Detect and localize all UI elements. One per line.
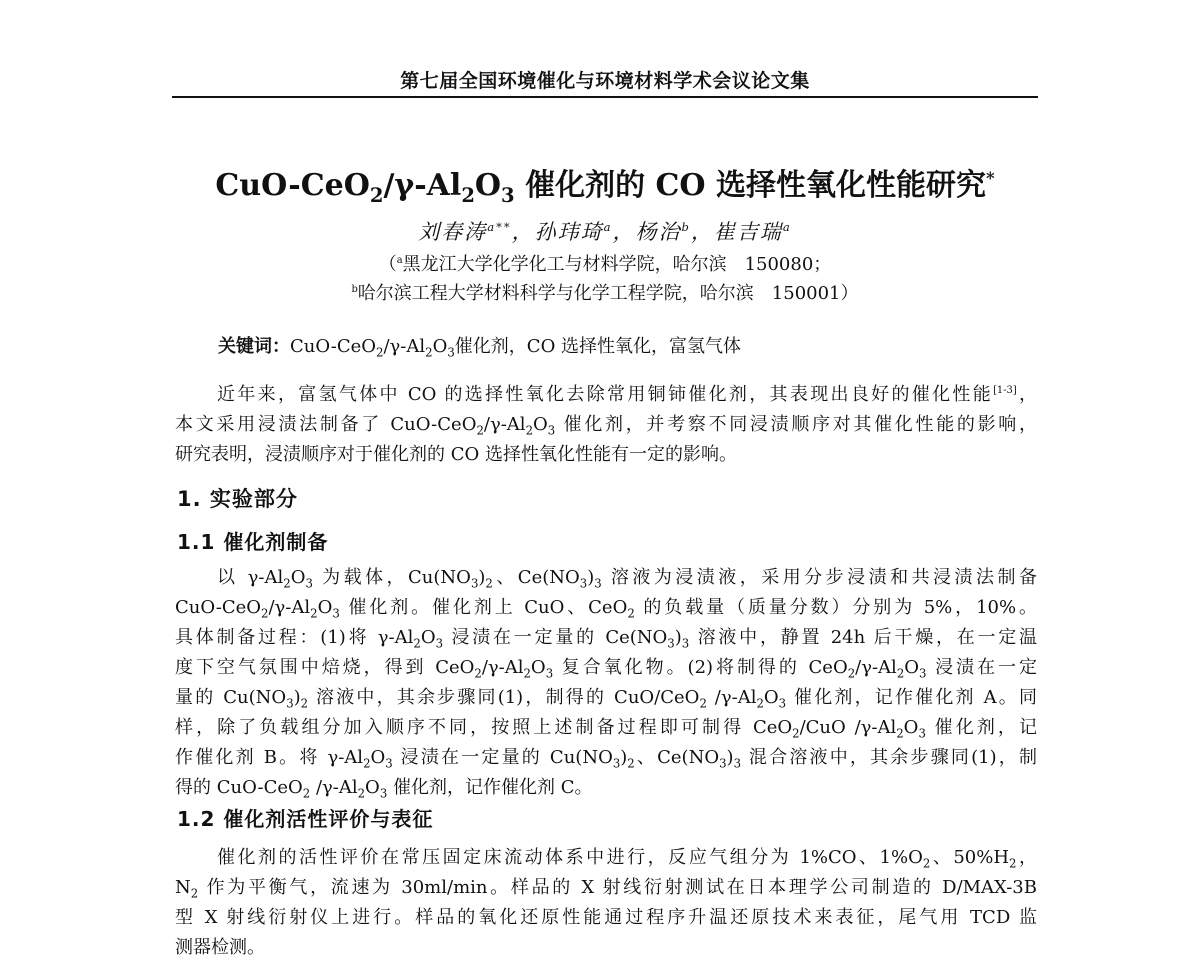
section-heading-1-1: 1.1 催化剂制备 [177, 530, 329, 554]
section-heading-1: 1. 实验部分 [177, 487, 298, 511]
author-name: 刘春涛 [418, 220, 488, 244]
header-rule [172, 96, 1038, 98]
section-heading-1-2: 1.2 催化剂活性评价与表征 [177, 807, 434, 831]
text-line: 样，除了负载组分加入顺序不同，按照上述制备过程即可制得 CeO$_2$/CuO $/\gamma-Al_2O_3$ 催化剂，记 [175, 717, 1037, 741]
text-line: 度下空气氛围中焙烧，得到 $CeO_2/\gamma-Al_2O_3$ 复合氧化物。(2)将制得的 $CeO_2/\gamma-Al_2O_3$ 浸渍在一定 [175, 657, 1037, 681]
text-line: 作催化剂 B。将 $\gamma-Al_2O_3$ 浸渍在一定量的 $Cu(NO_3)_2$、$Ce(NO_3)_3$ 混合溶液中，其余步骤同(1)，制 [175, 747, 1037, 771]
text-line: 得的 CuO-CeO$_2$ $/\gamma-Al_2O_3$ 催化剂，记作催化剂 C。 [175, 777, 593, 801]
intro-paragraph [175, 380, 1037, 470]
evaluation-paragraph [175, 843, 1037, 963]
running-header: 第七届全国环境催化与环境材料学术会议论文集 [400, 70, 810, 92]
text-line: 具体制备过程：(1)将 $\gamma-Al_2O_3$ 浸渍在一定量的 $Ce(NO_3)_3$ 溶液中，静置 24h 后干燥，在一定温 [175, 627, 1037, 651]
keywords: 关键词：CuO-$CeO_2/\gamma-Al_2O_3$催化剂，CO 选择性氧化，富氢气体 [218, 336, 742, 360]
text-line: 测器检测。 [175, 937, 265, 958]
text-line: 近年来，富氢气体中 CO 的选择性氧化去除常用铜铈催化剂，其表现出良好的催化性能[1-3]， [217, 384, 1037, 405]
affiliation-a: （$^a$黑龙江大学化学化工与材料学院，哈尔滨 150080； [378, 254, 832, 275]
keywords-label: 关键词： [218, 336, 290, 357]
text-line: 催化剂的活性评价在常压固定床流动体系中进行，反应气组分为 1%CO、$1\%O_2$、$50\%H_2$， [217, 847, 1037, 871]
text-line: 以 $\gamma-Al_2O_3$ 为载体，$Cu(NO_3)_2$、$Ce(NO_3)_3$ 溶液为浸渍液，采用分步浸渍和共浸渍法制备 [217, 567, 1037, 591]
text-line: 量的 $Cu(NO_3)_2$ 溶液中，其余步骤同(1)，制得的 CuO/CeO$_2$ $/\gamma-Al_2O_3$ 催化剂，记作催化剂 A。同 [175, 687, 1037, 711]
author-name: 孙玮琦 [534, 220, 604, 244]
author-name: 杨治 [635, 220, 682, 244]
text-line: 型 X 射线衍射仪上进行。样品的氧化还原性能通过程序升温还原技术来表征，尾气用 TCD 监 [175, 907, 1037, 928]
text-line: CuO-$CeO_2/\gamma-Al_2O_3$ 催化剂。催化剂上 CuO、CeO$_2$ 的负载量（质量分数）分别为 5%，10%。 [175, 597, 1037, 621]
author-name: 崔吉瑞 [713, 220, 783, 244]
affiliation-b: $^b$哈尔滨工程大学材料科学与化学工程学院，哈尔滨 150001） [351, 283, 859, 304]
preparation-paragraph [175, 563, 1037, 803]
author-list: 刘春涛$^{a**}$，孙玮琦$^a$，杨治$^b$，崔吉瑞$^a$ [418, 220, 792, 244]
paper-title: CuO-$CeO_2/\gamma-Al_2O_3$ 催化剂的 CO 选择性氧化性能研究* [215, 168, 995, 207]
text-line: 本文采用浸渍法制备了 CuO-$CeO_2/\gamma-Al_2O_3$ 催化剂，并考察不同浸渍顺序对其催化性能的影响， [175, 414, 1037, 438]
text-line: $N_2$ 作为平衡气，流速为 30ml/min。样品的 X 射线衍射测试在日本理学公司制造的 D/MAX-3B [175, 877, 1037, 901]
text-line: 研究表明，浸渍顺序对于催化剂的 CO 选择性氧化性能有一定的影响。 [175, 444, 737, 465]
